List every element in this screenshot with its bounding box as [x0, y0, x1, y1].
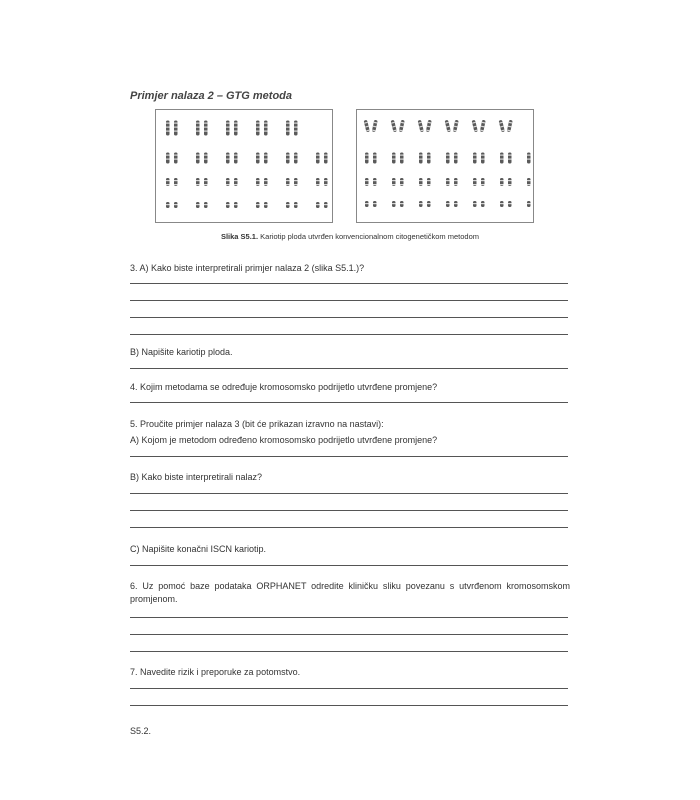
chromosome-pair	[500, 153, 512, 164]
chromosome-pair	[392, 178, 404, 186]
figure-caption-text: Kariotip ploda utvrđen konvencionalnom citogenetičkom metodom	[258, 232, 480, 241]
answer-line[interactable]	[130, 283, 568, 284]
chromosome-pair	[226, 178, 238, 186]
chromosome-pair	[500, 201, 512, 207]
chromosome-pair	[473, 178, 485, 186]
section-heading: Primjer nalaza 2 – GTG metoda	[130, 90, 293, 102]
answer-line[interactable]	[130, 493, 568, 494]
chromosome-pair	[256, 121, 268, 136]
figure-caption	[130, 232, 570, 241]
figure-label: Slika S5.1.	[220, 232, 259, 241]
chromosome-pair	[499, 120, 513, 133]
chromosome-pair	[196, 121, 208, 136]
chromosome-pair	[418, 120, 432, 133]
answer-line[interactable]	[130, 651, 568, 652]
answer-line[interactable]	[130, 300, 568, 301]
chromosome-pair	[286, 178, 298, 186]
chromosome-pair	[527, 153, 534, 164]
answer-line[interactable]	[130, 334, 568, 335]
chromosome-pair	[446, 178, 458, 186]
chromosome-pair	[419, 178, 431, 186]
chromosome-pair	[166, 178, 178, 186]
chromosome-pair	[419, 201, 431, 207]
question-7: 7. Navedite rizik i preporuke za potomstvo.	[130, 667, 301, 677]
chromosome-pair	[445, 120, 459, 133]
question-3b: B) Napišite kariotip ploda.	[130, 347, 233, 357]
chromosome-pair	[166, 153, 178, 164]
chromosome-pair	[226, 202, 238, 208]
chromosome-pair	[316, 153, 328, 164]
question-4: 4. Kojim metodama se određuje kromosomsko podrijetlo utvrđene promjene?	[130, 382, 438, 392]
chromosome-pair	[316, 178, 328, 186]
answer-line[interactable]	[130, 565, 568, 566]
chromosome-pair	[256, 202, 268, 208]
answer-line[interactable]	[130, 705, 568, 706]
chromosome-pair	[473, 153, 485, 164]
chromosome-pair	[527, 178, 534, 186]
answer-line[interactable]	[130, 617, 568, 618]
karyotype-chromosomes-left	[156, 110, 332, 222]
karyotype-image-left	[155, 109, 333, 223]
page-number: S5.2.	[130, 726, 152, 736]
answer-line[interactable]	[130, 368, 568, 369]
question-5: 5. Proučite primjer nalaza 3 (bit će prikazan izravno na nastavi):	[130, 419, 384, 429]
answer-line[interactable]	[130, 510, 568, 511]
karyotype-chromosomes-right	[357, 110, 534, 222]
answer-line[interactable]	[130, 527, 568, 528]
chromosome-pair	[226, 153, 238, 164]
answer-line[interactable]	[130, 456, 568, 457]
chromosome-pair	[364, 120, 378, 133]
answer-line[interactable]	[130, 317, 568, 318]
chromosome-pair	[256, 153, 268, 164]
question-5a: A) Kojom je metodom određeno kromosomsko podrijetlo utvrđene promjene?	[130, 435, 438, 445]
chromosome-pair	[446, 153, 458, 164]
karyotype-image-right	[356, 109, 534, 223]
question-6: 6. Uz pomoć baze podataka ORPHANET odredite kliničku sliku povezanu s utvrđenom kromosomskom promjenom.	[130, 581, 570, 604]
chromosome-pair	[500, 178, 512, 186]
chromosome-pair	[527, 201, 534, 207]
answer-line[interactable]	[130, 402, 568, 403]
chromosome-pair	[419, 153, 431, 164]
chromosome-pair	[286, 202, 298, 208]
chromosome-pair	[365, 153, 377, 164]
question-5b: B) Kako biste interpretirali nalaz?	[130, 472, 263, 482]
chromosome-pair	[392, 153, 404, 164]
chromosome-pair	[472, 120, 486, 133]
chromosome-pair	[391, 120, 405, 133]
chromosome-pair	[286, 153, 298, 164]
chromosome-pair	[286, 121, 298, 136]
question-5c: C) Napišite konačni ISCN kariotip.	[130, 544, 267, 554]
chromosome-pair	[226, 121, 238, 136]
answer-line[interactable]	[130, 634, 568, 635]
chromosome-pair	[256, 178, 268, 186]
chromosome-pair	[446, 201, 458, 207]
chromosome-pair	[392, 201, 404, 207]
chromosome-pair	[316, 202, 328, 208]
chromosome-pair	[196, 202, 208, 208]
question-3a: 3. A) Kako biste interpretirali primjer nalaza 2 (slika S5.1.)?	[130, 263, 365, 273]
chromosome-pair	[166, 202, 178, 208]
chromosome-pair	[196, 153, 208, 164]
answer-line[interactable]	[130, 688, 568, 689]
chromosome-pair	[166, 121, 178, 136]
chromosome-pair	[365, 178, 377, 186]
chromosome-pair	[365, 201, 377, 207]
chromosome-pair	[196, 178, 208, 186]
chromosome-pair	[473, 201, 485, 207]
